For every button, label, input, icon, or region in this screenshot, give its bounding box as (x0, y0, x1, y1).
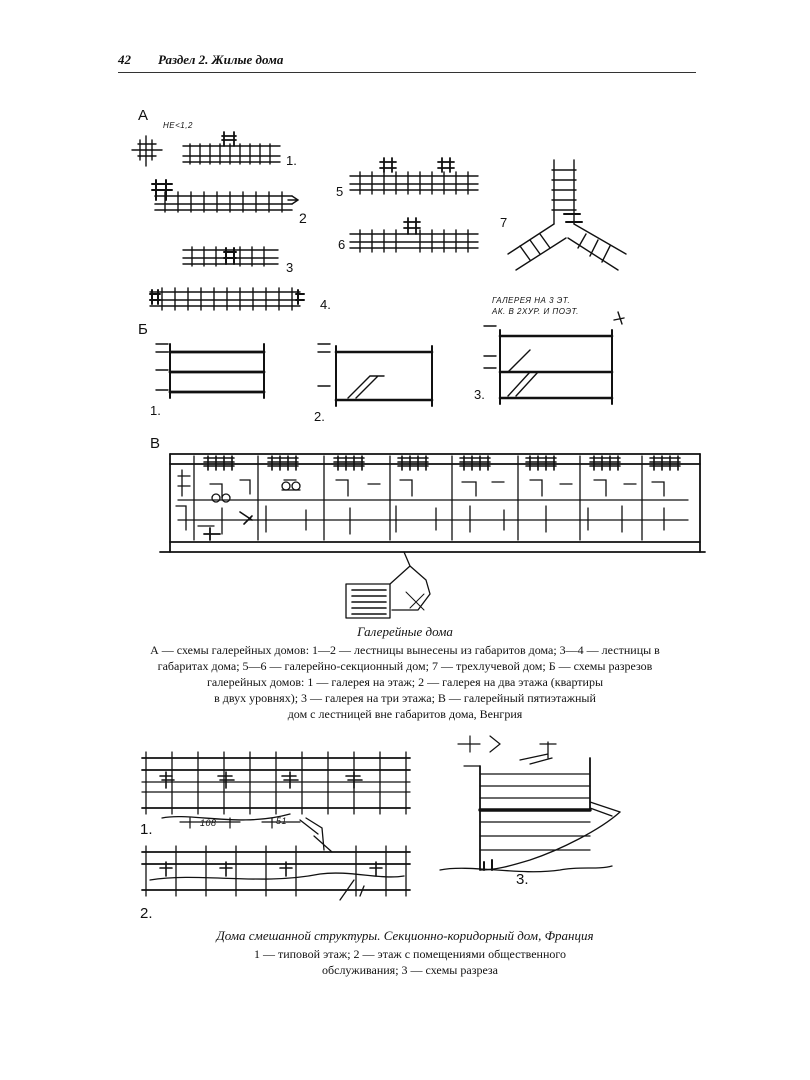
hand-note-108: 108 (200, 818, 217, 828)
figure1-caption-line: в двух уровнях); 3 — галерея на три этажа; В — галерейный пятиэтажный (214, 691, 596, 705)
figure1-caption-title: Галерейные дома (357, 624, 453, 639)
hand-note-gallery-2: АК. В 2ХУР. И ПОЭТ. (492, 307, 579, 316)
label-f2: 2. (140, 905, 153, 922)
hand-note-51: 51 (276, 816, 288, 826)
figure1-caption-line: А — схемы галерейных домов: 1—2 — лестницы вынесены из габаритов дома; 3—4 — лестницы в (150, 643, 660, 657)
label-a1: 1. (286, 153, 297, 168)
figure2-caption-line: 1 — типовой этаж; 2 — этаж с помещениями общественного (253, 947, 567, 961)
figure2-caption-body (200, 946, 620, 978)
label-section-v: В (150, 435, 161, 452)
figure2-caption-line: обслуживания; 3 — схемы разреза (322, 963, 498, 977)
figure1-caption-line: дом с лестницей вне габаритов дома, Венгрия (287, 707, 523, 721)
label-b2: 2. (314, 409, 325, 424)
label-a4: 4. (320, 297, 331, 312)
label-section-a: А (138, 107, 149, 124)
label-a5: 5 (336, 184, 344, 199)
figure1-caption-line: габаритах дома; 5—6 — галерейно-секционный дом; 7 — трехлучевой дом; Б — схемы разрезов (157, 659, 653, 673)
figure2-caption-title: Дома смешанной структуры. Секционно-коридорный дом, Франция (216, 928, 594, 943)
label-b3: 3. (474, 387, 485, 402)
label-b1: 1. (150, 403, 161, 418)
label-a3: 3 (286, 260, 294, 275)
label-a6: 6 (338, 237, 346, 252)
label-section-b: Б (138, 321, 148, 338)
hand-note-gallery-1: ГАЛЕРЕЯ НА 3 ЭТ. (492, 296, 571, 305)
hand-note-stairs: НЕ<1,2 (163, 121, 193, 130)
page-number: 42 (118, 52, 131, 67)
figure1-caption-line: галерейных домов: 1 — галерея на этаж; 2 — галерея на два этажа (квартиры (206, 675, 604, 689)
label-f3: 3. (516, 871, 529, 888)
label-a2: 2 (299, 210, 307, 226)
label-a7: 7 (500, 215, 508, 230)
label-f1: 1. (140, 821, 153, 838)
section-title: Раздел 2. Жилые дома (158, 52, 284, 67)
